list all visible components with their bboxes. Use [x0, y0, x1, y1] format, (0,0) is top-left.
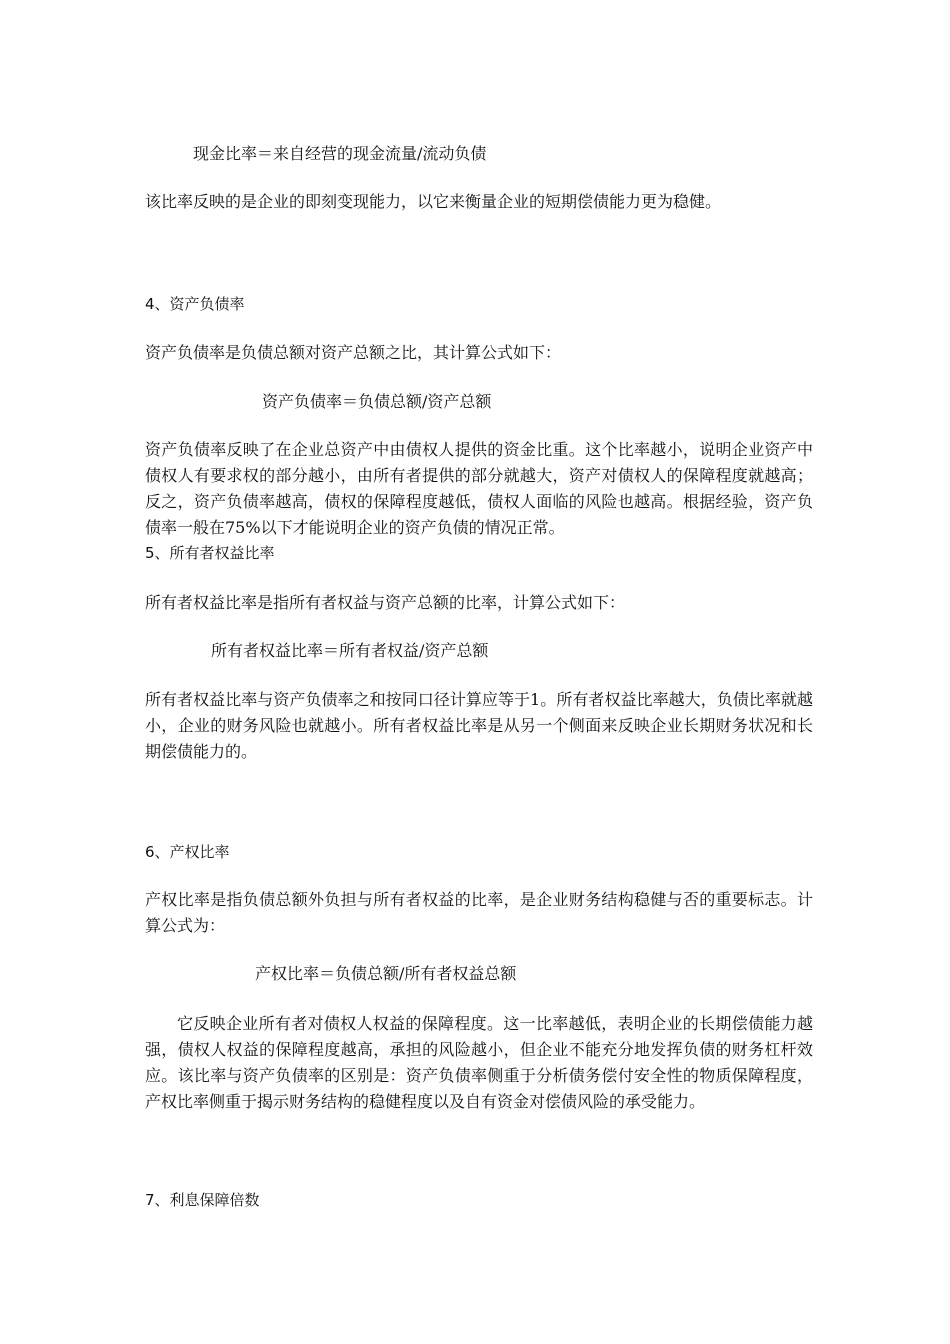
debt-ratio-description: 资产负债率反映了在企业总资产中由债权人提供的资金比重。这个比率越小，说明企业资产中债权人有要求权的部分越小，由所有者提供的部分就越大，资产对债权人的保障程度就越高；反之，资产负债率越高，债权的保障程度越低，债权人面临的风险也越高。根据经验，资产负债率一般在75%以下才能说明企业的资产负债的情况正常。 [145, 440, 813, 537]
formula-debt-ratio: 资产负债率＝负债总额/资产总额 [262, 392, 492, 411]
cash-ratio-description: 该比率反映的是企业的即刻变现能力，以它来衡量企业的短期偿债能力更为稳健。 [145, 192, 722, 211]
formula-property-ratio: 产权比率＝负债总额/所有者权益总额 [255, 964, 517, 983]
property-ratio-intro: 产权比率是指负债总额外负担与所有者权益的比率，是企业财务结构稳健与否的重要标志。计算公式为： [145, 890, 813, 935]
heading-equity-ratio: 5、所有者权益比率 [145, 544, 275, 562]
formula-equity-ratio: 所有者权益比率＝所有者权益/资产总额 [211, 641, 489, 660]
heading-debt-ratio: 4、资产负债率 [145, 295, 245, 313]
debt-ratio-intro: 资产负债率是负债总额对资产总额之比，其计算公式如下： [145, 343, 562, 362]
heading-interest-coverage: 7、利息保障倍数 [145, 1191, 260, 1209]
equity-ratio-intro: 所有者权益比率是指所有者权益与资产总额的比率，计算公式如下： [145, 593, 626, 612]
equity-ratio-description: 所有者权益比率与资产负债率之和按同口径计算应等于1。所有者权益比率越大，负债比率就越小，企业的财务风险也就越小。所有者权益比率是从另一个侧面来反映企业长期财务状况和长期偿债能力的。 [145, 690, 813, 761]
heading-property-ratio: 6、产权比率 [145, 843, 230, 861]
formula-cash-ratio: 现金比率＝来自经营的现金流量/流动负债 [193, 144, 487, 163]
property-ratio-description: 它反映企业所有者对债权人权益的保障程度。这一比率越低，表明企业的长期偿债能力越强，债权人权益的保障程度越高，承担的风险越小，但企业不能充分地发挥负债的财务杠杆效应。该比率与资产负债率的区别是：资产负债率侧重于分析债务偿付安全性的物质保障程度，产权比率侧重于揭示财务结构的稳健程度以及自有资金对偿债风险的承受能力。 [145, 1014, 813, 1111]
